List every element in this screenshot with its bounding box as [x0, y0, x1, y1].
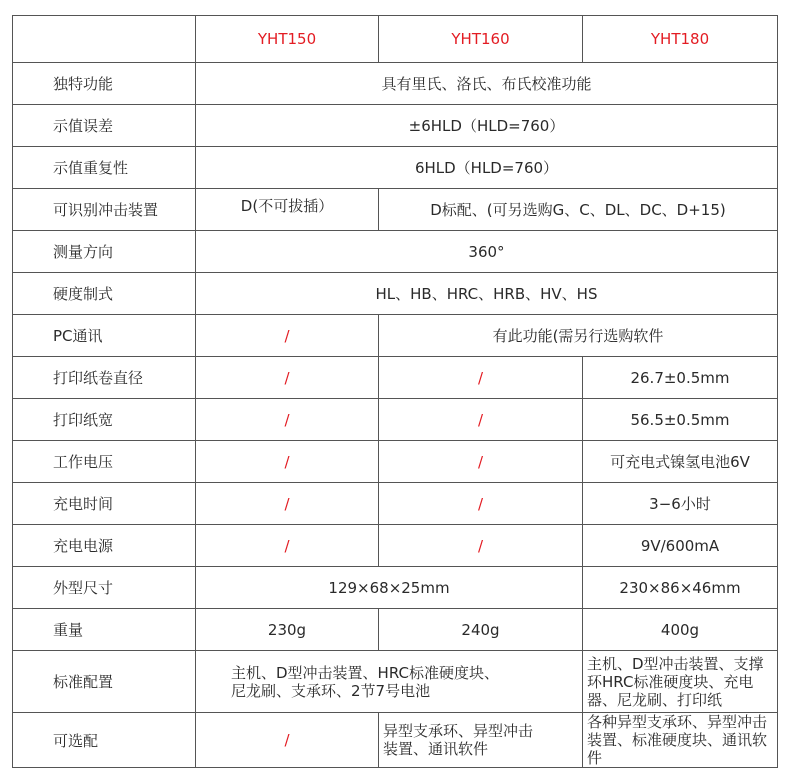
cell-yht150: / [196, 399, 379, 441]
header-yht160: YHT160 [379, 16, 583, 63]
row-label: 打印纸宽 [13, 399, 196, 441]
cell-yht180: 3−6小时 [583, 483, 778, 525]
header-yht180: YHT180 [583, 16, 778, 63]
line-1: 主机、D型冲击装置、支撑 [587, 654, 764, 673]
row-scale [13, 273, 778, 315]
row-label: 独特功能 [13, 63, 196, 105]
row-label: 示值误差 [13, 105, 196, 147]
row-charge-time [13, 483, 778, 525]
row-repeat [13, 147, 778, 189]
cell-yht160: / [379, 483, 583, 525]
row-label: 可识别冲击装置 [13, 189, 196, 231]
cell-yht160-180: 有此功能(需另行选购软件 [379, 315, 778, 357]
row-label: 充电电源 [13, 525, 196, 567]
line-2: 装置、通讯软件 [383, 740, 489, 758]
cell-yht160: / [379, 399, 583, 441]
cell-yht150: D(不可拔插） [196, 189, 379, 231]
row-unique [13, 63, 778, 105]
row-label: 充电时间 [13, 483, 196, 525]
cell-yht180: 400g [583, 609, 778, 651]
cell-yht180: 56.5±0.5mm [583, 399, 778, 441]
line-1: 异型支承环、异型冲击 [383, 722, 534, 740]
row-voltage [13, 441, 778, 483]
cell-yht150: 230g [196, 609, 379, 651]
row-optional [13, 713, 778, 768]
row-pc [13, 315, 778, 357]
header-blank [13, 16, 196, 63]
cell-yht150-160 [196, 651, 583, 713]
line-2: 环HRC标准硬度块、充电 [587, 672, 754, 691]
row-error [13, 105, 778, 147]
row-weight [13, 609, 778, 651]
cell-yht160: / [379, 357, 583, 399]
line-1: 各种异型支承环、异型冲击 [587, 713, 768, 731]
cell-yht160 [379, 713, 583, 768]
row-paper-width [13, 399, 778, 441]
line-3: 器、尼龙刷、打印纸 [587, 690, 723, 709]
row-direction [13, 231, 778, 273]
cell-yht150: / [196, 525, 379, 567]
cell-yht180: 可充电式镍氢电池6V [583, 441, 778, 483]
line-2: 尼龙刷、支承环、2节7号电池 [231, 681, 431, 700]
cell-value: 360° [196, 231, 778, 273]
cell-value: ±6HLD（HLD=760） [196, 105, 778, 147]
row-label: 示值重复性 [13, 147, 196, 189]
cell-yht160-180: D标配、(可另选购G、C、DL、DC、D+15) [379, 189, 778, 231]
cell-yht150: / [196, 713, 379, 768]
row-label: 可选配 [13, 713, 196, 768]
cell-yht150: / [196, 483, 379, 525]
row-paper-diameter [13, 357, 778, 399]
cell-yht180 [583, 713, 778, 768]
cell-yht180: 26.7±0.5mm [583, 357, 778, 399]
row-label: 外型尺寸 [13, 567, 196, 609]
cell-yht160: 240g [379, 609, 583, 651]
row-label: 工作电压 [13, 441, 196, 483]
cell-value: 具有里氏、洛氏、布氏校准功能 [196, 63, 778, 105]
cell-yht160: / [379, 525, 583, 567]
row-device [13, 189, 778, 231]
cell-yht150: / [196, 441, 379, 483]
line-2: 装置、标准硬度块、通讯软件 [587, 731, 768, 767]
row-label: 重量 [13, 609, 196, 651]
row-label: 测量方向 [13, 231, 196, 273]
row-size [13, 567, 778, 609]
spec-table [12, 15, 778, 768]
row-standard [13, 651, 778, 713]
cell-yht180: 230×86×46mm [583, 567, 778, 609]
row-label: 标准配置 [13, 651, 196, 713]
row-label: PC通讯 [13, 315, 196, 357]
row-label: 打印纸卷直径 [13, 357, 196, 399]
row-charge-source [13, 525, 778, 567]
cell-yht150: / [196, 357, 379, 399]
cell-value: 6HLD（HLD=760） [196, 147, 778, 189]
cell-yht180 [583, 651, 778, 713]
line-1: 主机、D型冲击装置、HRC标准硬度块、 [231, 663, 499, 682]
cell-yht150: / [196, 315, 379, 357]
cell-value: HL、HB、HRC、HRB、HV、HS [196, 273, 778, 315]
header-row [13, 16, 778, 63]
cell-yht180: 9V/600mA [583, 525, 778, 567]
header-yht150: YHT150 [196, 16, 379, 63]
cell-yht160: / [379, 441, 583, 483]
cell-yht150-160: 129×68×25mm [196, 567, 583, 609]
row-label: 硬度制式 [13, 273, 196, 315]
